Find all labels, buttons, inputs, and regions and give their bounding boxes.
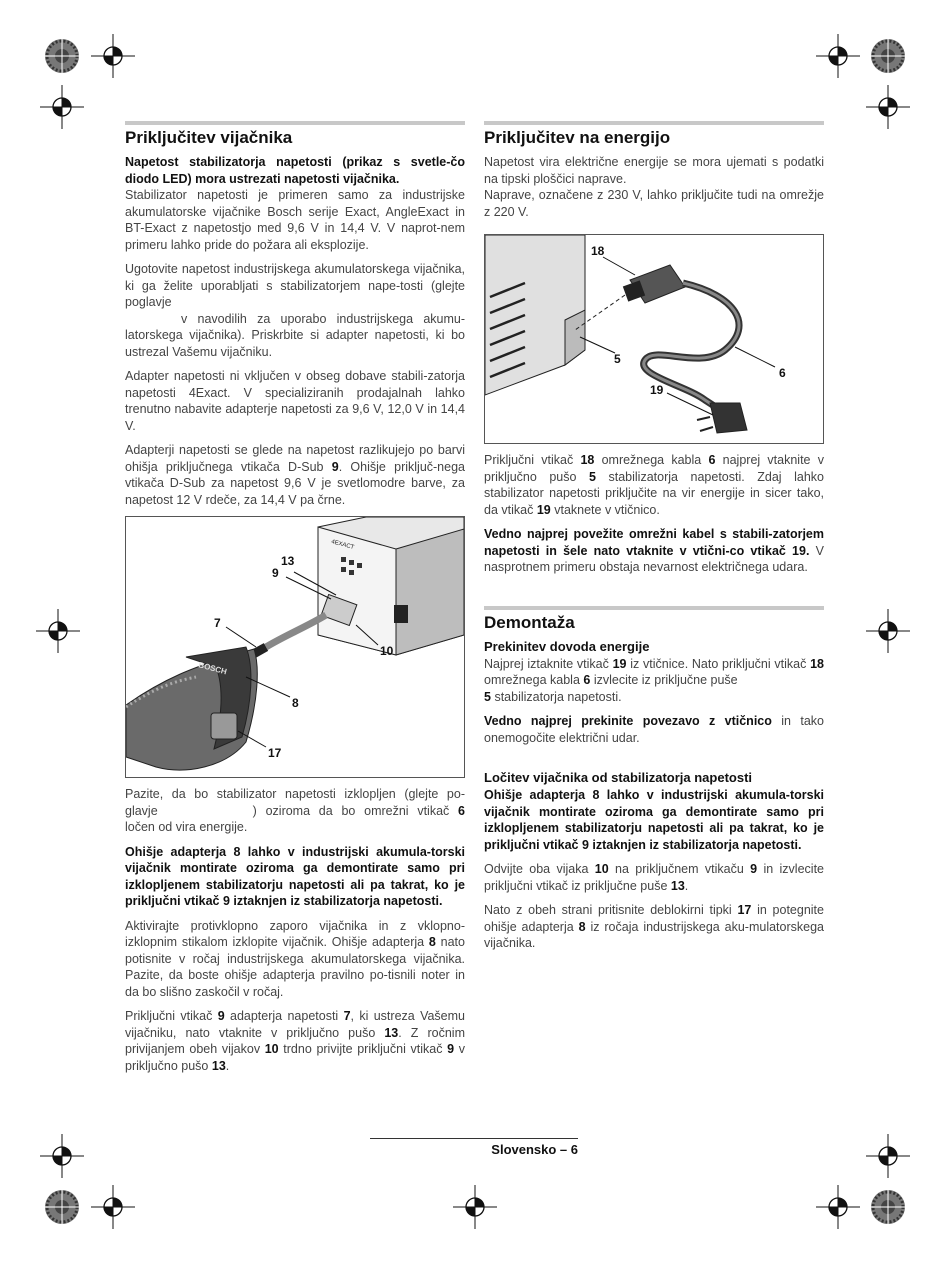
- stabilizer-illustration: [318, 517, 464, 655]
- paragraph-plug-in: Priključni vtikač 18 omrežnega kabla 6 najprej vtaknite v priključno pušo 5 stabilizatorja napetosti. Zdaj lahko stabilizator napetosti priključite na vir energije in sicer tako, da vtikač 19 vtaknete v vtičnico.: [484, 453, 824, 517]
- paragraph-unplug: Najprej iztaknite vtikač 19 iz vtičnice. Nato priključni vtikač 18 omrežnega kabla 6 izvlecite iz priključne puše 5 stabilizatorja napetosti.: [484, 656, 824, 704]
- callout-8: 8: [292, 696, 299, 710]
- callout-18: 18: [591, 244, 605, 258]
- paragraph-voltage-source: Napetost vira električne energije se mora ujemati s podatki na tipski ploščici naprave.: [484, 155, 824, 186]
- paragraph-determine-voltage: Ugotovite napetost industrijskega akumulatorskega vijačnika, ki ga želite uporabljati s stabilizatorjem nape-tosti (glejte poglavje v navodilih za uporabo industrijskega akumu-latorskega vijačnika). Priskrbite si adapter napetosti, ki bo ustrezal Vašemu vijačniku.: [125, 262, 465, 359]
- paragraph-release-buttons: Nato z obeh strani pritisnite deblokirni tipki 17 in potegnite ohišje adapterja 8 iz ročaja industrijskega aku-mulatorskega vijačnika.: [484, 903, 824, 950]
- callout-13: 13: [281, 554, 295, 568]
- section-rule: [125, 121, 465, 125]
- subtitle-separate-screwdriver: Ločitev vijačnika od stabilizatorja napetosti: [484, 770, 753, 785]
- section-title-connect-screwdriver: Priključitev vijačnika: [125, 128, 293, 147]
- svg-text:BOSCH: BOSCH: [197, 660, 228, 677]
- callout-9: 9: [272, 566, 279, 580]
- paragraph-unscrew: Odvijte oba vijaka 10 na priključnem vtikaču 9 in izvlecite priključni vtikač iz priključne puše 13.: [484, 862, 824, 893]
- callout-5: 5: [614, 352, 621, 366]
- paragraph-switch-off: Pazite, da bo stabilizator napetosti izklopljen (glejte po-glavje ) oziroma da bo omrežni vtikač 6 ločen od vira energije.: [125, 787, 465, 834]
- page-number: Slovensko – 6: [491, 1142, 578, 1157]
- section-title-power-connection: Priključitev na energijo: [484, 128, 671, 147]
- callout-7: 7: [214, 616, 221, 630]
- paragraph-suitability: Stabilizator napetosti je primeren samo za industrijske akumulatorske vijačnike Bosch serije Exact, AngleExact in BT-Exact z napetostjo med 9,6 V in 14,4 V. V naprot-nem primeru lahko pride do požara ali eksplozije.: [125, 188, 465, 252]
- section-rule: [484, 121, 824, 125]
- section-title-disassembly: Demontaža: [484, 612, 575, 632]
- paragraph-adapter-supply: Adapter napetosti ni vključen v obseg dobave stabili-zatorja napetosti 4Exact. V specializiranih prodajalnah lahko trenutno nabavite adapterje napetosti za 9,6 V, 12,0 V in 14,4 V.: [125, 369, 465, 433]
- callout-19: 19: [650, 383, 664, 397]
- subtitle-interrupt-power: Prekinitev dovoda energije: [484, 638, 650, 654]
- figure-screwdriver-connection: [125, 516, 465, 778]
- left-column: [125, 121, 465, 1082]
- warning-adapter-demount: Ohišje adapterja 8 lahko v industrijski akumula-torski vijačnik montirate oziroma ga demontirate samo pri izklopljenem stabilizatorju napetosti ali pa takrat, ko je priključni vtikač 9 iztaknjen iz stabilizatorja napetosti.: [484, 788, 824, 852]
- paragraph-insert-adapter: Aktivirajte protivklopno zaporo vijačnika in z vklopno-izklopnim stikalom izklopite vijačnik. Ohišje adapterja 8 nato potisnite v ročaj industrijskega akumulatorskega vijačnika. Pazite, da boste ohišje adapterja pravilno po-tisnili noter in da bo slišno zaskočil v ročaj.: [125, 918, 465, 999]
- paragraph-connect-plug: Priključni vtikač 9 adapterja napetosti 7, ki ustreza Vašemu vijačniku, nato vtaknite v priključno pušo 13. Z ročnim privijanjem obeh vijakov 10 trdno privijte priključni vtikač 9 v priključno pušo 13.: [125, 1009, 465, 1073]
- figure-mains-cable: [484, 234, 824, 444]
- callout-17: 17: [268, 746, 282, 760]
- warning-cable-first: Vedno najprej povežite omrežni kabel s stabili-zatorjem napetosti in šele nato vtaknite v vtični-co vtikač 19. V nasprotnem primeru obstaja nevarnost električnega udara.: [484, 527, 825, 574]
- warning-voltage-match: Napetost stabilizatorja napetosti (prikaz s svetle-čo diodo LED) mora ustrezati napetosti vijačnika.: [125, 155, 465, 186]
- warning-unplug-first: Vedno najprej prekinite povezavo z vtičnico in tako onemogočite električni udar.: [484, 714, 824, 745]
- warning-adapter-mount: Ohišje adapterja 8 lahko v industrijski akumula-torski vijačnik montirate oziroma ga demontirate samo pri izklopljenem stabilizatorju napetosti ali pa takrat, ko je priključni vtikač 9 iztaknjen iz stabilizatorja napetosti.: [125, 844, 465, 908]
- callout-10: 10: [380, 644, 394, 658]
- section-rule: [484, 606, 824, 610]
- page-footer: [370, 1138, 578, 1157]
- svg-text:4EXACT: 4EXACT: [330, 539, 355, 551]
- paragraph-230v: Naprave, označene z 230 V, lahko priključite tudi na omrežje z 220 V.: [484, 188, 824, 219]
- paragraph-adapter-colors: Adapterji napetosti se glede na napetost razlikujejo po barvi ohišja priključnega vtikača D-Sub 9. Ohišje priključ-nega vtikača D-Sub za napetost 9,6 V je svetlomodre barve, za napetost 12 V rdeče, za 14,4 V pa črne.: [125, 443, 465, 507]
- right-column: [484, 121, 824, 960]
- callout-6: 6: [779, 366, 786, 380]
